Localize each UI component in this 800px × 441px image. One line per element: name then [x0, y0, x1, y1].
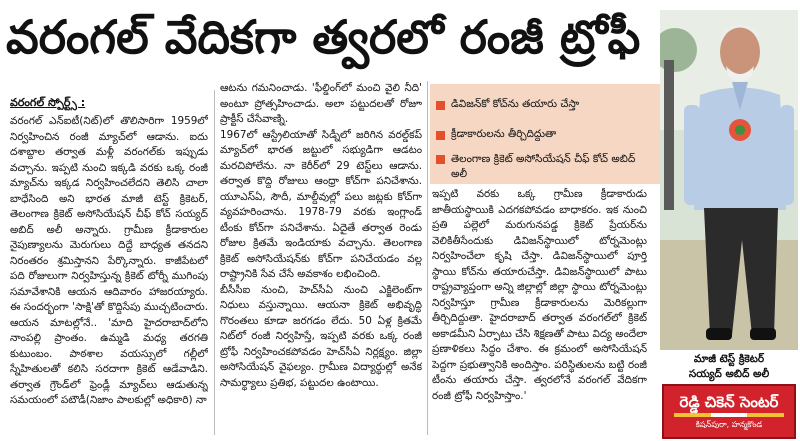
- square-bullet-icon: [436, 101, 445, 110]
- headline: వరంగల్ వేదికగా త్వరలో రంజీ ట్రోఫీ: [6, 10, 641, 64]
- paragraph: వరంగల్ ఎన్ఐటీ(నిట్)లో తొలిసారిగా 1959లో నిర్వహించిన రంజీ మ్యాచ్‌లో ఆడాను. ఐదు దశాబ్దాల తర్వాత మళ్లీ వరంగల్‌కు ఇప్పుడు వచ్చాను. ఇప్పటి నుంచి ఇక్కడి వరకు ఒక్క రంజీ మ్యాచ్‌ను ఇక్కడ నిర్వహించలేదని తెలిసి చాలా బాధేసింది అని భారత మాజీ టెస్ట్ క్రికెటర్, తెలంగాణ క్రికెట్ అసోసియేషన్ చీఫ్ కోచ్ సయ్యద్ అబిద్ అలీ అన్నారు. గ్రామీణ క్రీడాకారుల నైపుణ్యాలను మెరుగులు దిద్దే బాధ్యత తనదని నిరంతరం శ్రమిస్తానని పేర్కొన్నారు. కాజీపేటలో పది రోజులుగా నిర్వహిస్తున్న క్రికెట్ టోర్నీ ముగింపు సమావేశానికి ఆయన ఆదివారం హాజరయ్యారు. ఈ సందర్భంగా 'సాక్షి'తో కొద్దిసేపు ముచ్చటించారు. ఆయన మాటల్లోనే.. 'మాది హైదరాబాద్‌లోని నాంపల్లి ప్రాంతం. ఉమ్మడి మధ్య తరగతి కుటుంబం. పాఠశాల వయస్సులో గల్లీలో స్నేహితులతో కలిసి సరదాగా క్రికెట్ ఆడేవాడిని. తర్వాత గ్రౌండ్‌లో ఫ్రెండ్లీ మ్యాచ్‌లు ఆడుతున్న సమయంలో పటౌడీ(నిజాం పాలకుల్లో అధికారి) నా: [10, 115, 208, 406]
- ad-stripe: [674, 413, 784, 417]
- highlight-text: డివిజన్‌కో కోచ్‌ను తయారు చేస్తా: [451, 97, 580, 110]
- article-column-3: [432, 187, 647, 435]
- column-divider: [427, 81, 428, 435]
- portrait-photo: [660, 10, 798, 350]
- highlight-item: [436, 90, 654, 120]
- highlights-box: [430, 84, 660, 184]
- highlight-item: [436, 120, 654, 150]
- highlight-text: తెలంగాణ క్రికెట్ అసోసియేషన్ చీఫ్ కోచ్ అబిద్ అలీ: [451, 153, 636, 180]
- caption-line: సయ్యద్ అబిద్ అలీ: [688, 368, 770, 380]
- photo-caption: [660, 352, 798, 382]
- paragraph: ఆటను గమనించాడు. 'ఫీల్డింగ్‌లో మంచి వైలి నీది' అంటూ ప్రోత్సహించాడు. అలా పట్టుదలతో రోజూ ప్రాక్టీస్ చేసేవాణ్ని.: [220, 82, 422, 125]
- square-bullet-icon: [436, 155, 445, 164]
- caption-line: మాజీ టెస్ట్ క్రికెటర్: [693, 353, 765, 365]
- article-column-1: [10, 114, 208, 434]
- dateline: వరంగల్ స్పోర్ట్స్ :: [10, 96, 86, 109]
- column-divider: [214, 90, 215, 435]
- ad-subtitle: కిషన్‌పురా, హన్మకొండ: [695, 420, 763, 429]
- square-bullet-icon: [436, 131, 445, 140]
- paragraph: ఇప్పటి వరకు ఒక్క గ్రామీణ క్రీడాకారుడు జాతీయస్థాయికి ఎదగకపోవడం బాధాకరం. ఇక నుంచి ప్రతి పల్లెలో మరుగునపడ్డ క్రికెట్ ప్రేయర్‌ను వెలికితీసేందుకు డివిజన్‌స్థాయిలో టోర్నమెంట్లు నిర్వహించేలా కృషి చేస్తా. డివిజన్‌స్థాయిలో పూర్తి స్థాయి కోచ్‌ను తయారుచేస్తా. డివిజన్‌స్థాయిలో పాటు రాష్ట్రవ్యాప్తంగా అన్ని జిల్లాల్లో జిల్లా స్థాయి టోర్నమెంట్లు నిర్వహిస్తూ గ్రామీణ క్రీడాకారులను మెరికల్లుగా తీర్చిదిద్దుతా. హైదరాబాద్ తర్వాత వరంగల్‌లో క్రికెట్ అకాడమీని ఏర్పాటు చేసి శిక్షణతో పాటు విద్య అందేలా ప్రణాళికలు సిద్ధం చేశాం. ఈ క్రమంలో అసోసియేషన్ పెద్దగా ప్రభుత్వానికి అందిస్తాం. పరిస్థితులను బట్టి రంజీ టీంను తయారు చేస్తా. త్వరలోనే వరంగల్ వేదికగా రంజీ ట్రోఫీ నిర్వహిస్తాం.': [432, 188, 647, 402]
- portrait-illustration: [660, 10, 798, 350]
- highlight-item: [436, 150, 654, 184]
- advertisement: [662, 384, 796, 439]
- highlight-text: క్రీడాకారులను తీర్చిదిద్దుతా: [451, 127, 557, 140]
- paragraph: బీసీసీఐ నుంచి, హెచ్‌సీఏ నుంచి ఎక్జిలెంట్‌గా నిధులు వస్తున్నాయి. ఆయనా క్రికెట్ అభివృద్ధి గొరంతలు కూడా జరగడం లేదు. 50 ఏళ్ల క్రితమే నిట్‌లో రంజీ నిర్వహిస్తే, ఇప్పటి వరకు ఒక్క రంజీ ట్రోఫీ నిర్వహించకపోవడం హెచ్‌సీఏ నిర్లక్ష్యం. జిల్లా అసోసియేషన్ వైఫల్యం. గ్రామీణ విద్యార్థుల్లో అనేక సామర్థ్యాలు ప్రతిభ, పట్టుదల ఉంటాయి.: [220, 283, 422, 389]
- ad-name: రెడ్డి చికెన్ సెంటర్: [679, 393, 779, 411]
- article-column-2: [220, 81, 422, 435]
- paragraph: 1967లో ఆస్ట్రేలియాతో సిడ్నీలో జరిగిన వరల్డ్‌కప్ మ్యాచ్‌లో భారత జట్టులో సభ్యుడిగా ఆడటం మరచిపోలేను. నా కెరీర్‌లో 29 టెస్ట్‌లు ఆడాను. తర్వాత కొద్ది రోజులు ఆంధ్రా కోచ్‌గా పనిచేశాను. యూఎస్ఏ, సౌదీ, మాల్దీవుల్లో పలు జట్లకు కోచ్‌గా వ్యవహరించాను. 1978-79 వరకు ఇంగ్లాండ్ టీంకు కోచ్‌గా పనిచేశాను. ఏదైతే తర్వాత రెండు రోజుల క్రితమే ఇండియాకు వచ్చాను. తెలంగాణ క్రికెట్ అసోసియేషన్‌కు కోచ్‌గా పనిచేయడం వల్ల రాష్ట్రానికి సేవ చేసే అవకాశం లభించింది.: [220, 128, 422, 280]
